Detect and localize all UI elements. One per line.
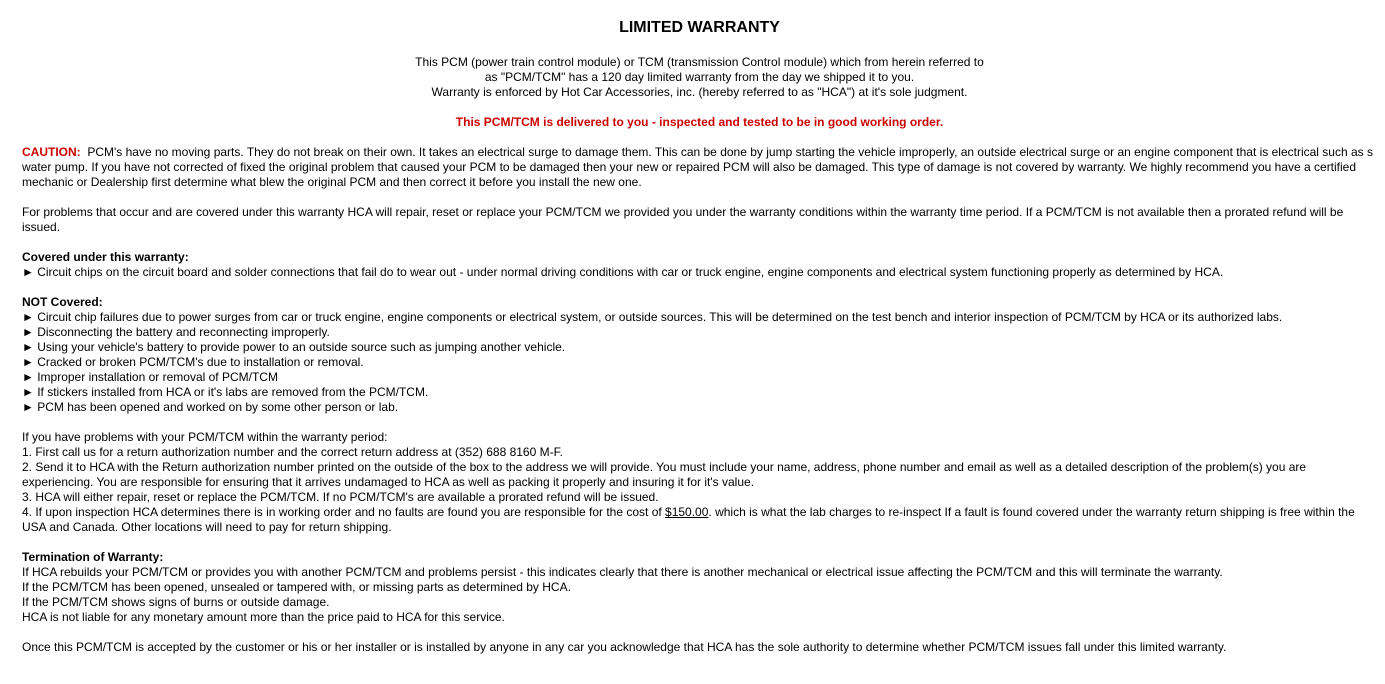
intro-paragraph [22, 55, 1377, 100]
inspection-notice: This PCM/TCM is delivered to you - inspected and tested to be in good working order. [455, 115, 944, 129]
not-covered-item: ► Improper installation or removal of PCM/TCM [22, 370, 278, 384]
problems-step: 3. HCA will either repair, reset or replace the PCM/TCM. If no PCM/TCM's are available a prorated refund will be issued. [22, 490, 659, 504]
termination-item: HCA is not liable for any monetary amount more than the price paid to HCA for this service. [22, 610, 505, 624]
closing-paragraph: Once this PCM/TCM is accepted by the customer or his or her installer or is installed by anyone in any car you acknowledge that HCA has the sole authority to determine whether PCM/TCM issues fall under this limited warranty. [22, 640, 1227, 654]
covered-item: ► Circuit chips on the circuit board and solder connections that fail do to wear out - under normal driving conditions with car or truck engine, engine components and electrical system functioning properly as determined by HCA. [22, 265, 1224, 279]
problems-step: 2. Send it to HCA with the Return authorization number printed on the outside of the box to the address we will provide. You must include your name, address, phone number and email as well as a detailed description of the problem(s) you are experiencing. You are responsible for ensuring that it arrives undamaged to HCA as well as packing it properly and insuring it for it's value. [22, 460, 1307, 489]
caution-paragraph [22, 145, 1377, 190]
caution-text: PCM's have no moving parts. They do not break on their own. It takes an electrical surge to damage them. This can be done by jump starting the vehicle improperly, an outside electrical surge or an engine component that is electrical such as s water pump. If you have not corrected of fixed the original problem that caused your PCM to be damaged then your new or repaired PCM will also be damaged. This type of damage is not covered by warranty. We highly recommend you have a certified mechanic or Dealership first determine what blew the original PCM and then correct it before you install the new one. [22, 145, 1373, 189]
not-covered-item: ► Circuit chip failures due to power surges from car or truck engine, engine components or electrical system, or outside sources. This will be determined on the test bench and interior inspection of PCM/TCM by HCA or its authorized labs. [22, 310, 1283, 324]
termination-item: If the PCM/TCM shows signs of burns or outside damage. [22, 595, 330, 609]
problems-heading: If you have problems with your PCM/TCM within the warranty period: [22, 430, 388, 444]
caution-label: CAUTION: [22, 145, 81, 159]
covered-section [22, 250, 1377, 280]
inspection-price: $150.00 [665, 505, 709, 519]
not-covered-section [22, 295, 1377, 415]
termination-heading: Termination of Warranty: [22, 550, 164, 564]
not-covered-item: ► If stickers installed from HCA or it's labs are removed from the PCM/TCM. [22, 385, 429, 399]
problems-section [22, 430, 1377, 535]
not-covered-item: ► Using your vehicle's battery to provide power to an outside source such as jumping another vehicle. [22, 340, 566, 354]
coverage-paragraph: For problems that occur and are covered under this warranty HCA will repair, reset or replace your PCM/TCM we provided you under the warranty conditions within the warranty time period. If a PCM/TCM is not available then a prorated refund will be issued. [22, 205, 1344, 234]
intro-line: as "PCM/TCM" has a 120 day limited warranty from the day we shipped it to you. [484, 70, 915, 84]
problems-step: 1. First call us for a return authorization number and the correct return address at (352) 688 8160 M-F. [22, 445, 563, 459]
covered-heading: Covered under this warranty: [22, 250, 189, 264]
page-title: LIMITED WARRANTY [619, 19, 780, 36]
intro-line: Warranty is enforced by Hot Car Accessories, inc. (hereby referred to as "HCA") at it's sole judgment. [431, 85, 968, 99]
problems-step-text: . which is what the lab charges to re-inspect If a fault is found covered under the warranty return shipping is free within the USA and Canada. Other locations will need to pay for return shipping. [22, 505, 1355, 534]
problems-step [22, 505, 1377, 535]
not-covered-item: ► PCM has been opened and worked on by some other person or lab. [22, 400, 399, 414]
termination-item: If the PCM/TCM has been opened, unsealed or tampered with, or missing parts as determined by HCA. [22, 580, 571, 594]
not-covered-heading: NOT Covered: [22, 295, 103, 309]
termination-section [22, 550, 1377, 625]
problems-step-text: 4. If upon inspection HCA determines there is in working order and no faults are found you are responsible for the cost of [22, 505, 666, 519]
intro-line: This PCM (power train control module) or TCM (transmission Control module) which from herein referred to [415, 55, 984, 69]
termination-item: If HCA rebuilds your PCM/TCM or provides you with another PCM/TCM and problems persist - this indicates clearly that there is another mechanical or electrical issue affecting the PCM/TCM and this will terminate the warranty. [22, 565, 1223, 579]
not-covered-item: ► Disconnecting the battery and reconnecting improperly. [22, 325, 330, 339]
not-covered-item: ► Cracked or broken PCM/TCM's due to installation or removal. [22, 355, 364, 369]
